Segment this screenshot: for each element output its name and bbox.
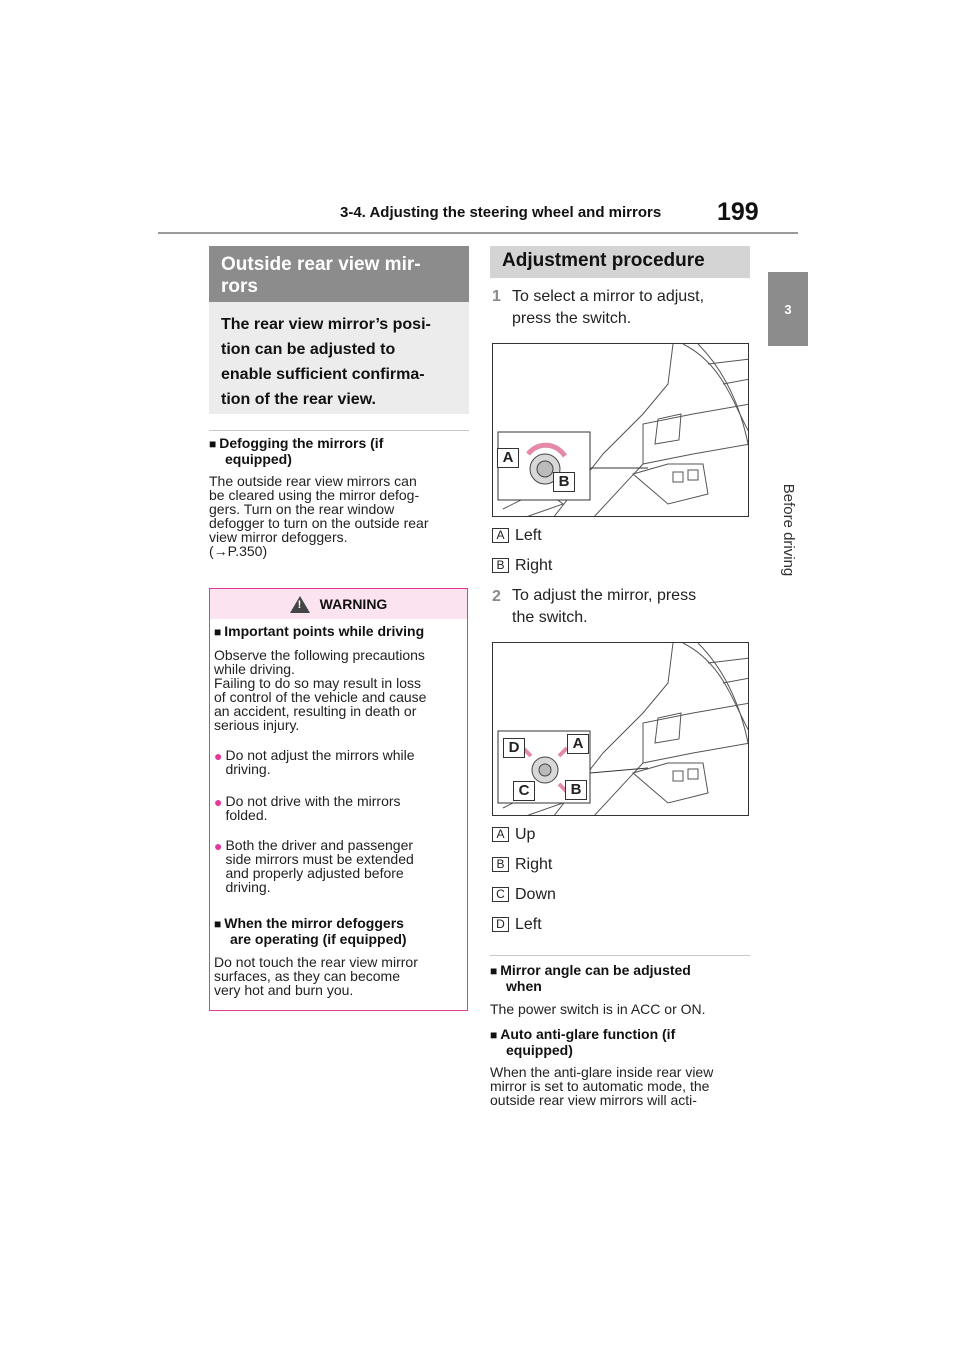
chapter-tab: 3 bbox=[768, 272, 808, 346]
step-1-number: 1 bbox=[492, 288, 501, 305]
warning-triangle-icon: ! bbox=[290, 596, 310, 613]
defog-body: The outside rear view mirrors can be cleared using the mirror defog- gers. Turn on the rear window defogger to turn on the outside rear view mirror defoggers. (→P.350) bbox=[209, 473, 429, 559]
running-header: 3-4. Adjusting the steering wheel and mirrors bbox=[340, 204, 662, 221]
subheading-mirror-angle: ■ Mirror angle can be adjusted when bbox=[490, 962, 691, 994]
callout-a: A bbox=[567, 734, 589, 754]
divider bbox=[490, 955, 750, 956]
section-heading-adjustment: Adjustment procedure bbox=[490, 246, 750, 278]
callout-b: B bbox=[553, 472, 575, 492]
key-b: B bbox=[492, 558, 509, 573]
divider bbox=[209, 430, 469, 431]
key-d-label: Left bbox=[515, 916, 542, 933]
key-b: B bbox=[492, 857, 509, 872]
warning-paragraph: Observe the following precautions while driving. Failing to do so may result in loss of control of the vehicle and cause an accident, resulting in death or serious injury. bbox=[214, 647, 427, 733]
warning-bullet-2: ● Do not drive with the mirrors folded. bbox=[214, 793, 401, 823]
key-c: C bbox=[492, 887, 509, 902]
step-2-number: 2 bbox=[492, 588, 501, 605]
intro-box: The rear view mirror’s posi- tion can be adjusted to enable sufficient confirma- tion of the rear view. bbox=[209, 302, 469, 414]
warning-bullet-1: ● Do not adjust the mirrors while driving. bbox=[214, 747, 415, 777]
square-bullet-icon: ■ bbox=[490, 964, 498, 978]
key-a-label: Left bbox=[515, 527, 542, 544]
key-b-label: Right bbox=[515, 856, 553, 873]
step-1-text: To select a mirror to adjust, press the switch. bbox=[512, 288, 705, 327]
dot-bullet-icon: ● bbox=[214, 794, 223, 810]
callout-d: D bbox=[503, 738, 525, 758]
warning-header: ! WARNING bbox=[210, 589, 467, 619]
mirror-angle-body: The power switch is in ACC or ON. bbox=[490, 1001, 706, 1017]
square-bullet-icon: ■ bbox=[209, 437, 217, 451]
step-2-text: To adjust the mirror, press the switch. bbox=[512, 587, 697, 626]
square-bullet-icon: ■ bbox=[490, 1028, 498, 1042]
warning-subheading-defoggers: ■ When the mirror defoggers are operating (if equipped) bbox=[214, 915, 407, 947]
anti-glare-body: When the anti-glare inside rear view mirror is set to automatic mode, the outside rear view mirrors will acti- bbox=[490, 1064, 714, 1108]
key-c-label: Down bbox=[515, 886, 556, 903]
square-bullet-icon: ■ bbox=[214, 625, 222, 639]
section-heading-outside-mirrors: Outside rear view mir- rors bbox=[209, 246, 469, 302]
square-bullet-icon: ■ bbox=[214, 917, 222, 931]
page-number: 199 bbox=[717, 198, 759, 226]
chapter-name: Before driving bbox=[780, 483, 797, 577]
warning-paragraph-2: Do not touch the rear view mirror surfaces, as they can become very hot and burn you. bbox=[214, 954, 418, 998]
key-a: A bbox=[492, 827, 509, 842]
key-d: D bbox=[492, 917, 509, 932]
key-a-label: Up bbox=[515, 826, 536, 843]
subheading-anti-glare: ■ Auto anti-glare function (if equipped) bbox=[490, 1026, 676, 1058]
key-a: A bbox=[492, 528, 509, 543]
warning-subheading-driving: ■ Important points while driving bbox=[214, 623, 425, 639]
mirror-switch-figure-1 bbox=[492, 343, 749, 517]
header-divider bbox=[158, 232, 798, 234]
callout-b: B bbox=[565, 780, 587, 800]
defog-subheading: ■ Defogging the mirrors (if equipped) bbox=[209, 435, 384, 467]
dot-bullet-icon: ● bbox=[214, 748, 223, 764]
warning-bullet-3: ● Both the driver and passenger side mirrors must be extended and properly adjusted before driving. bbox=[214, 837, 414, 895]
door-panel-illustration bbox=[493, 344, 749, 517]
dot-bullet-icon: ● bbox=[214, 838, 223, 854]
callout-a: A bbox=[497, 448, 519, 468]
key-b-label: Right bbox=[515, 557, 553, 574]
callout-c: C bbox=[513, 781, 535, 801]
